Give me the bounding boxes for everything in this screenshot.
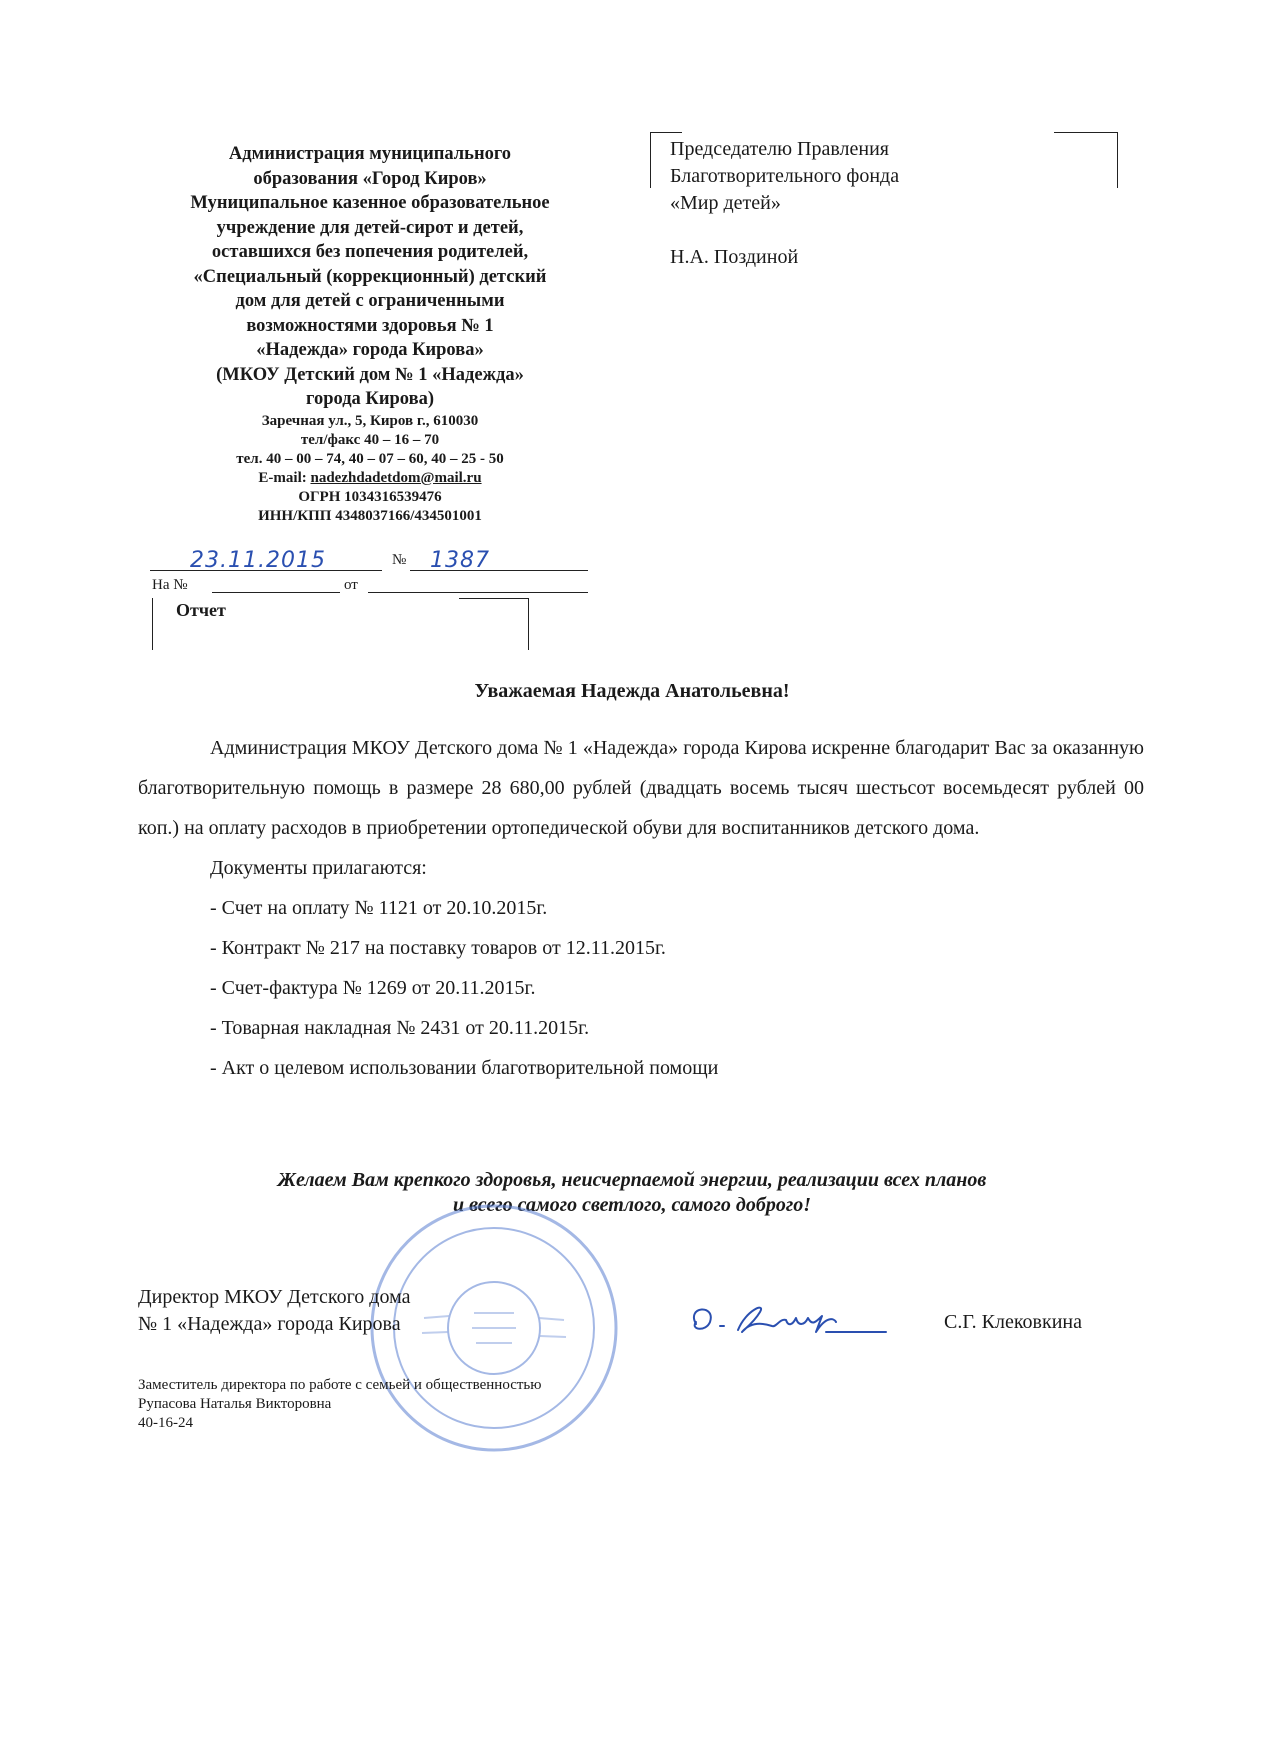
sender-phones: тел. 40 – 00 – 74, 40 – 07 – 60, 40 – 25 - 50	[236, 450, 504, 467]
signatory-name: С.Г. Клековкина	[944, 1311, 1082, 1333]
sender-line: образования «Город Киров»	[253, 168, 487, 189]
signatory-title-line: № 1 «Надежда» города Кирова	[138, 1313, 401, 1335]
outgoing-date-handwritten: 23.11.2015	[190, 548, 326, 573]
attachment-item: - Контракт № 217 на поставку товаров от 12.11.2015г.	[210, 937, 666, 959]
outgoing-no-handwritten: 1387	[430, 548, 490, 573]
greeting: Уважаемая Надежда Анатольевна!	[474, 680, 790, 702]
reference-no-line	[212, 592, 340, 593]
recipient-line: Благотворительного фонда	[670, 165, 900, 187]
sender-telfax: тел/факс 40 – 16 – 70	[300, 431, 440, 448]
subject-text: Отчет	[176, 600, 226, 620]
recipient-line: Председателю Правления	[670, 138, 890, 160]
reference-no-label: На №	[152, 577, 188, 593]
sender-line: возможностями здоровья № 1	[246, 315, 494, 336]
body-paragraph: Администрация МКОУ Детского дома № 1 «Надежда» города Кирова искренне благодарит Вас за оказанную благотворительную помощь в размере 28 680,00 рублей (двадцать восемь тысяч шестьсот восемьдесят рублей 00 коп.) на оплату расходов в приобретении ортопедической обуви для воспитанников детского дома.	[138, 737, 1144, 839]
sender-line: дом для детей с ограниченными	[235, 291, 505, 311]
closing-wish	[0, 1168, 1264, 1218]
sender-line: учреждение для детей-сирот и детей,	[216, 217, 524, 238]
reference-date-label: от	[344, 577, 358, 593]
contact-block	[138, 1376, 541, 1433]
sender-line: (МКОУ Детский дом № 1 «Надежда»	[216, 364, 524, 385]
sender-email-link[interactable]: nadezhdadetdom@mail.ru	[310, 469, 482, 486]
subject-bracket	[152, 598, 529, 650]
outgoing-no-label: №	[392, 552, 407, 568]
sender-block	[150, 142, 590, 526]
sender-line: «Специальный (коррекционный) детский	[193, 266, 547, 287]
sender-email-row	[150, 469, 590, 488]
contact-line: Рупасова Наталья Викторовна	[138, 1396, 332, 1412]
reference-date-line	[368, 592, 588, 593]
attachment-item: - Счет на оплату № 1121 от 20.10.2015г.	[210, 897, 548, 919]
contact-line: Заместитель директора по работе с семьей и общественностью	[138, 1377, 542, 1393]
attachment-item: - Акт о целевом использовании благотворительной помощи	[210, 1057, 719, 1079]
contact-line: 40-16-24	[138, 1415, 193, 1431]
sender-email-label: E-mail:	[258, 469, 307, 486]
sender-line: города Кирова)	[306, 389, 434, 409]
recipient-line: «Мир детей»	[670, 192, 781, 214]
attachments-heading: Документы прилагаются:	[210, 857, 427, 879]
sender-ogrn: ОГРН 1034316539476	[298, 488, 442, 505]
signatory-title	[138, 1284, 410, 1338]
wish-line: Желаем Вам крепкого здоровья, неисчерпаемой энергии, реализации всех планов	[277, 1169, 987, 1191]
letter-body	[138, 728, 1144, 1088]
signatory-title-line: Директор МКОУ Детского дома	[138, 1286, 411, 1308]
sender-line: Администрация муниципального	[228, 144, 512, 164]
recipient-block	[670, 136, 899, 271]
recipient-name: Н.А. Поздиной	[670, 246, 799, 268]
wish-line: и всего самого светлого, самого доброго!	[452, 1194, 811, 1216]
handwritten-signature-icon	[676, 1296, 896, 1346]
attachment-item: - Счет-фактура № 1269 от 20.11.2015г.	[210, 977, 536, 999]
sender-line: Муниципальное казенное образовательное	[190, 193, 550, 213]
attachment-item: - Товарная накладная № 2431 от 20.11.2015г.	[210, 1017, 590, 1039]
sender-line: «Надежда» города Кирова»	[256, 340, 484, 360]
sender-address: Заречная ул., 5, Киров г., 610030	[261, 412, 479, 429]
sender-line: оставшихся без попечения родителей,	[211, 242, 529, 262]
sender-inn: ИНН/КПП 4348037166/434501001	[258, 507, 482, 524]
